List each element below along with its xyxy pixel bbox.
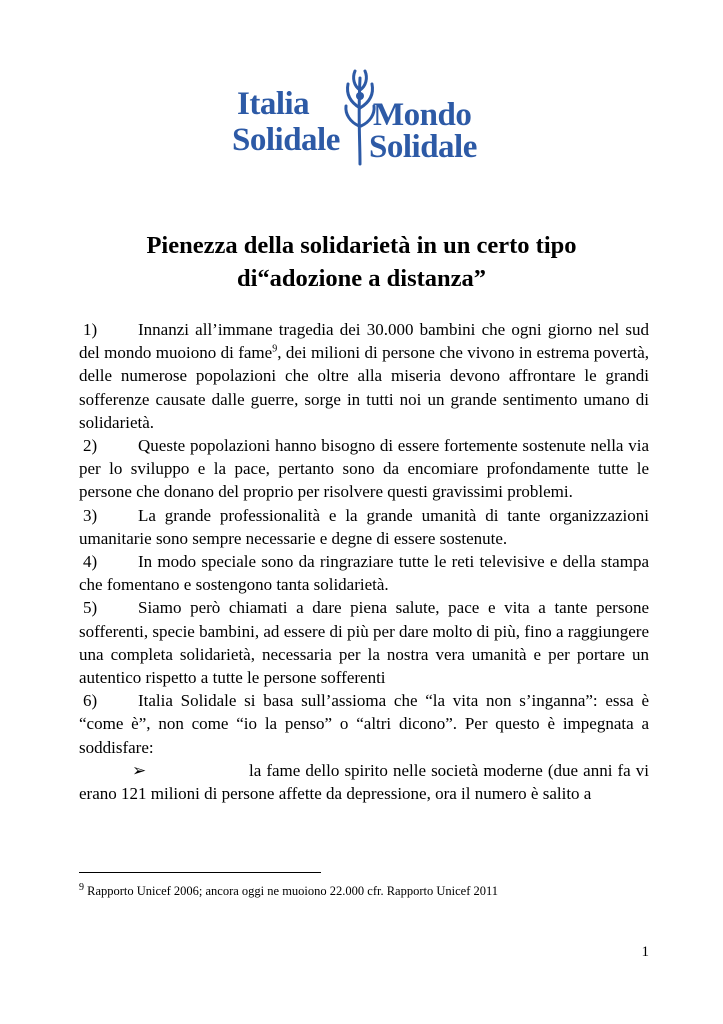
paragraph-number: 6) — [83, 691, 98, 711]
paragraph-text: La grande professionalità e la grande umanità di tante organizzazioni umanitarie sono sempre necessarie e degne di essere sostenute. — [79, 505, 649, 548]
bullet-text: la fame dello spirito nelle società moderne (due anni fa vi erano 121 milioni di persone affette da depressione, ora il numero è salito a — [79, 760, 649, 804]
logo — [232, 68, 492, 166]
paragraph-4 — [79, 550, 649, 596]
arrow-bullet-icon: ➢ — [132, 760, 147, 780]
logo-word-solidale-left: Solidale — [232, 122, 340, 158]
footnote-ref: 9 — [272, 343, 278, 355]
paragraph-number: 3) — [83, 505, 98, 525]
footnote-separator — [79, 872, 321, 873]
paragraph-5 — [79, 596, 649, 689]
footnote — [79, 881, 499, 899]
document-body — [79, 318, 649, 805]
wheat-figure-icon — [340, 68, 380, 166]
paragraph-text: Siamo però chiamati a dare piena salute, pace e vita a tante persone sofferenti, specie bambini, ad essere di più per dare molto di più, fino a raggiungere una completa solidarietà, necessaria per la nostra vera umanità e per portare un autentico rispetto a tutte le persone sofferenti — [79, 598, 649, 688]
paragraph-number: 2) — [83, 436, 98, 456]
paragraph-number: 4) — [83, 552, 98, 572]
paragraph-number: 1) — [83, 320, 98, 339]
paragraph-6 — [79, 689, 649, 759]
paragraph-1 — [79, 318, 649, 434]
bullet-item — [79, 759, 649, 805]
title-line-1: Pienezza della solidarietà in un certo tipo — [146, 232, 577, 259]
paragraph-number: 5) — [83, 598, 98, 618]
paragraph-text: Queste popolazioni hanno bisogno di essere fortemente sostenute nella via per lo sviluppo e la pace, pertanto sono da encomiare profondamente tutte le persone che donano del proprio per risolvere questi gravissimi problemi. — [79, 436, 649, 502]
logo-word-mondo: Mondo — [373, 97, 472, 133]
paragraph-text: In modo speciale sono da ringraziare tutte le reti televisive e della stampa che fomentano e sostengono tanta solidarietà. — [79, 552, 649, 595]
page-number: 1 — [641, 944, 649, 960]
logo-word-solidale-right: Solidale — [369, 129, 477, 165]
title-line-2: di“adozione a distanza” — [236, 265, 487, 292]
paragraph-2 — [79, 434, 649, 504]
paragraph-text-cont: , dei milioni di persone che vivono in estrema povertà, delle numerose popolazioni che oltre alla miseria devono affrontare le grandi sofferenze causate dalle guerre, sorge in tutti noi un grande sentimento umano di solidarietà. — [79, 343, 649, 432]
paragraph-text: Innanzi all’immane tragedia dei 30.000 bambini che ogni giorno nel sud del mondo muoiono di fame — [79, 320, 649, 363]
logo-word-italia: Italia — [237, 86, 310, 122]
paragraph-3 — [79, 504, 649, 550]
footnote-text: Rapporto Unicef 2006; ancora oggi ne muoiono 22.000 cfr. Rapporto Unicef 2011 — [84, 884, 499, 898]
paragraph-text: Italia Solidale si basa sull’assioma che “la vita non s’inganna”: essa è “come è”, non come “io la penso” o “altri dicono”. Per questo è impegnata a soddisfare: — [79, 691, 649, 757]
footnote-marker: 9 — [79, 881, 84, 893]
page-title — [60, 229, 663, 295]
